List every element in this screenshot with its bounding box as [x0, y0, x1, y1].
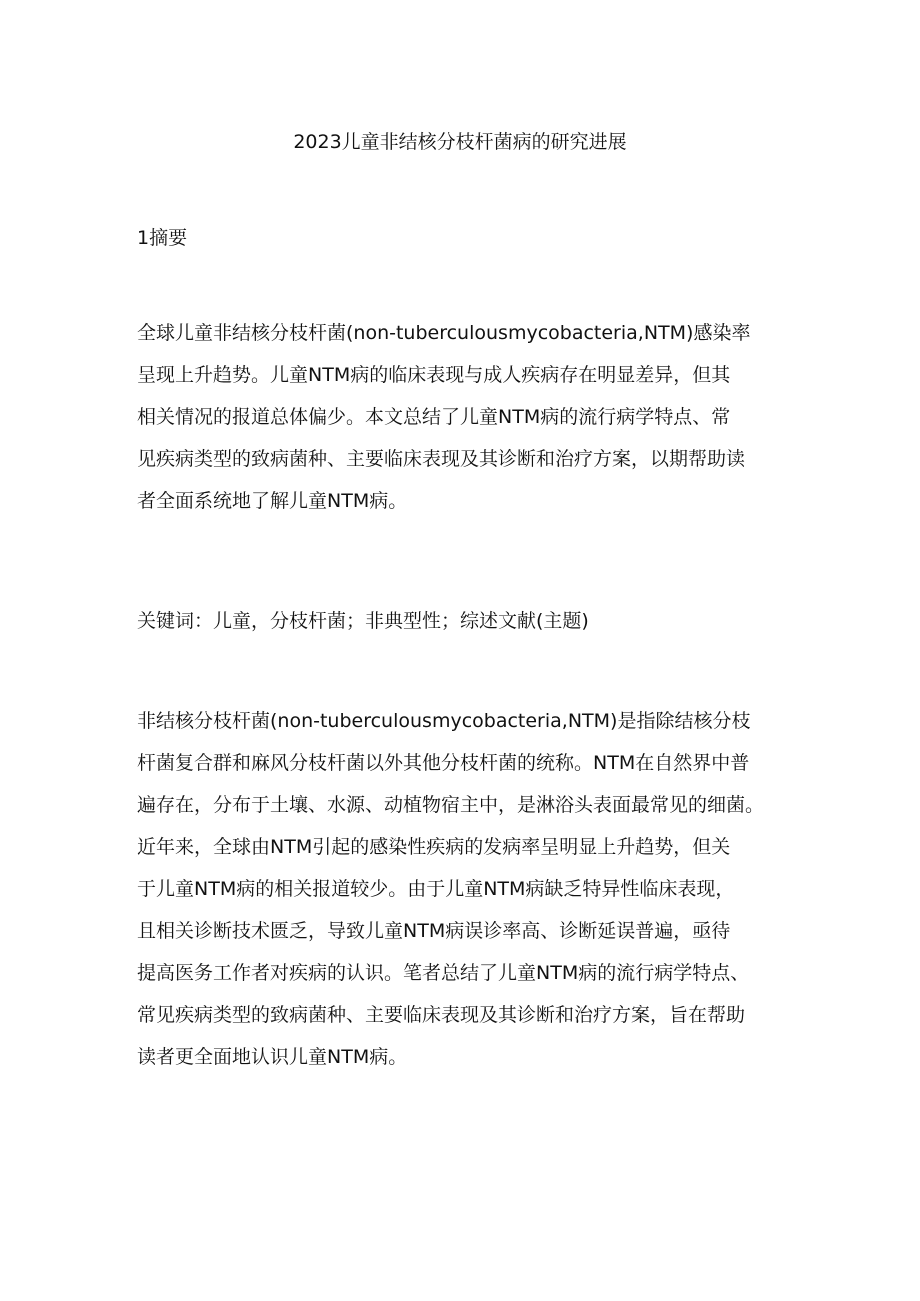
intro-line: 遍存在，分布于土壤、水源、动植物宿主中，是淋浴头表面最常见的细菌。 — [137, 794, 765, 816]
intro-line: 提高医务工作者对疾病的认识。笔者总结了儿童NTM病的流行病学特点、 — [137, 962, 750, 984]
abstract-line: 者全面系统地了解儿童NTM病。 — [137, 490, 408, 512]
document-title: 2023儿童非结核分枝杆菌病的研究进展 — [293, 131, 627, 153]
abstract-line: 见疾病类型的致病菌种、主要临床表现及其诊断和治疗方案，以期帮助读 — [137, 448, 746, 470]
intro-paragraph — [137, 700, 789, 1078]
intro-line: 常见疾病类型的致病菌种、主要临床表现及其诊断和治疗方案，旨在帮助 — [137, 1004, 746, 1026]
intro-line: 非结核分枝杆菌(non-tuberculousmycobacteria,NTM)是指除结核分枝 — [137, 710, 751, 732]
abstract-line: 相关情况的报道总体偏少。本文总结了儿童NTM病的流行病学特点、常 — [137, 406, 731, 428]
abstract-line: 呈现上升趋势。儿童NTM病的临床表现与成人疾病存在明显差异，但其 — [137, 364, 731, 386]
abstract-paragraph — [137, 312, 789, 522]
intro-line: 近年来，全球由NTM引起的感染性疾病的发病率呈明显上升趋势，但关 — [137, 836, 731, 858]
intro-line: 且相关诊断技术匮乏，导致儿童NTM病误诊率高、诊断延误普遍，亟待 — [137, 920, 731, 942]
abstract-line: 全球儿童非结核分枝杆菌(non-tuberculousmycobacteria,NTM)感染率 — [137, 322, 751, 344]
intro-line: 杆菌复合群和麻风分枝杆菌以外其他分枝杆菌的统称。NTM在自然界中普 — [137, 752, 750, 774]
section-heading-abstract: 1摘要 — [137, 227, 188, 249]
intro-line: 读者更全面地认识儿童NTM病。 — [137, 1046, 408, 1068]
keywords-line: 关键词：儿童，分枝杆菌；非典型性；综述文献(主题) — [137, 610, 589, 632]
keywords-paragraph — [137, 600, 789, 642]
intro-line: 于儿童NTM病的相关报道较少。由于儿童NTM病缺乏特异性临床表现， — [137, 878, 735, 900]
